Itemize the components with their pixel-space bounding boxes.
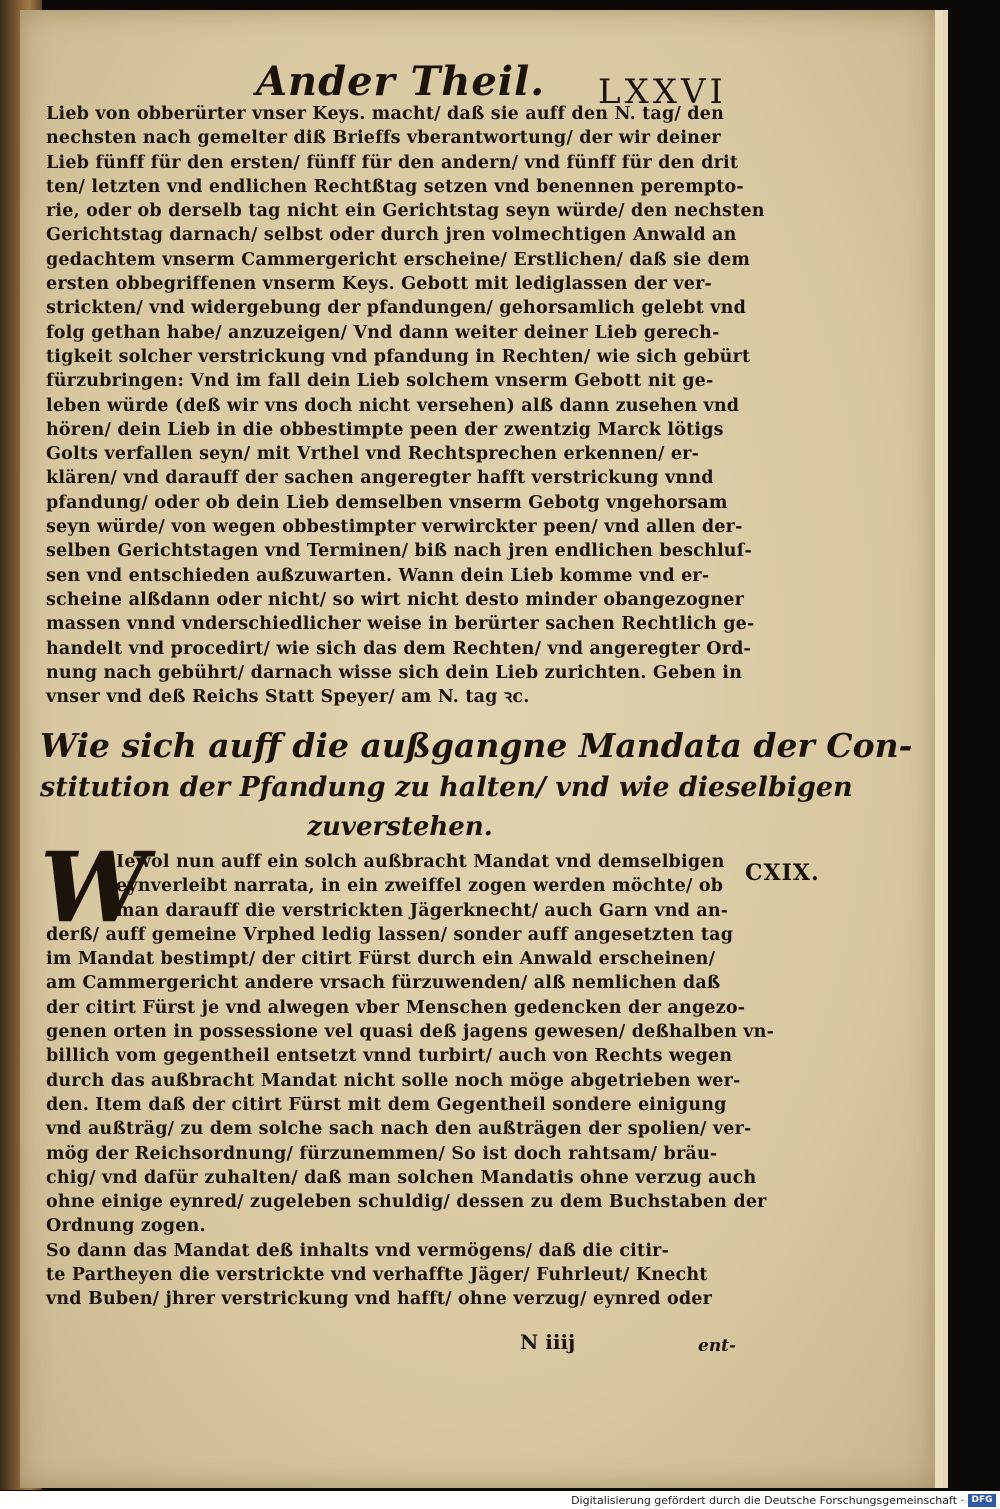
text-line: mög der Reichsordnung/ fürzunemmen/ So ist doch rahtsam/ bräu- [46,1143,718,1164]
catchword: ent- [698,1336,737,1356]
signature-mark: N iiij [520,1330,576,1354]
text-line: nung nach gebührt/ darnach wisse sich dein Lieb zurichten. Geben in [46,662,743,683]
text-line: ohne einige eynred/ zugeleben schuldig/ dessen zu dem Buchstaben der [46,1192,767,1213]
page-edge [943,10,948,1488]
text-line: pfandung/ oder ob dein Lieb demselben vnserm Gebotg vngehorsam [46,492,728,513]
text-line: vnser vnd deß Reichs Statt Speyer/ am N. tag ꝛc. [46,687,530,708]
text-line: man darauff die verstrickten Jägerknecht/ auch Garn vnd an- [116,900,729,921]
text-line: te Partheyen die verstrickte vnd verhaffte Jäger/ Fuhrleut/ Knecht [46,1265,708,1286]
text-line: nechsten nach gemelter diß Brieffs vberantwortung/ der wir deiner [46,128,721,149]
text-line: rie, oder ob derselb tag nicht ein Gerichtstag seyn würde/ den nechsten [46,201,765,222]
text-block-2 [46,850,775,1312]
text-line: handelt vnd procedirt/ wie sich das dem Rechten/ vnd angeregter Ord- [46,638,752,659]
page-edge [935,10,943,1488]
dfg-logo: DFG [968,1494,996,1507]
text-line: genen orten in possessione vel quasi deß jagens gewesen/ deßhalben vn- [46,1022,775,1043]
text-line: eynverleibt narrata, in ein zweiffel zogen werden möchte/ ob [116,876,724,897]
section-title-line: zuverstehen. [307,812,493,842]
text-line: ersten obbegriffenen vnserm Keys. Gebott mit lediglassen der ver- [46,274,712,295]
text-line: So dann das Mandat deß inhalts vnd vermögens/ daß die citir- [46,1240,670,1261]
text-line: chig/ vnd dafür zuhalten/ daß man solchen Mandatis ohne verzug auch [46,1167,757,1188]
text-line: Gerichtstag darnach/ selbst oder durch jren volmechtigen Anwald an [46,225,737,246]
footer-bar [0,1491,1000,1509]
text-line: scheine alßdann oder nicht/ so wirt nicht desto minder obangezogner [46,589,744,610]
text-line: seyn würde/ von wegen obbestimpter verwirckter peen/ vnd allen der- [46,517,743,538]
text-line: am Cammergericht andere vrsach fürzuwenden/ alß nemlichen daß [46,973,721,994]
text-line: leben würde (deß wir vns doch nicht versehen) alß dann zusehen vnd [46,395,740,416]
text-line: den. Item daß der citirt Fürst mit dem Gegentheil sondere einigung [46,1094,727,1115]
decorative-initial: W [40,831,148,944]
text-line: massen vnnd vnderschiedlicher weise in berürter sachen Rechtlich ge- [46,614,755,635]
text-line: sen vnd entschieden außzuwarten. Wann dein Lieb komme vnd er- [46,565,710,586]
text-line: derß/ auff gemeine Vrphed ledig lassen/ sonder auff angesetzten tag [46,924,734,945]
text-line: der citirt Fürst je vnd alwegen vber Menschen gedencken der angezo- [46,997,746,1018]
footer-credit: Digitalisierung gefördert durch die Deutsche Forschungsgemeinschaft · [571,1494,964,1507]
text-line: im Mandat bestimpt/ der citirt Fürst durch ein Anwald erscheinen/ [46,949,716,970]
margin-note: CXIX. [745,860,820,886]
running-title: Ander Theil. [256,58,546,105]
text-line: klären/ vnd darauff der sachen angeregter hafft verstrickung vnnd [46,468,714,489]
text-line: Lieb fünff für den ersten/ fünff für den andern/ vnd fünff für den drit [46,152,739,173]
text-line: vnd außträg/ zu dem solche sach nach den außträgen der spolien/ ver- [46,1119,752,1140]
text-block-1 [46,102,765,709]
text-line: folg gethan habe/ anzuzeigen/ Vnd dann weiter deiner Lieb gerech- [46,322,720,343]
text-line: Golts verfallen seyn/ mit Vrthel vnd Rechtsprechen erkennen/ er- [46,444,700,465]
text-line: gedachtem vnserm Cammergericht erscheine/ Erstlichen/ daß sie dem [46,249,751,270]
text-line: Lieb von obberürter vnser Keys. macht/ daß sie auff den N. tag/ den [46,104,724,124]
text-line: durch das außbracht Mandat nicht solle noch möge abgetrieben wer- [46,1070,741,1091]
text-line: strickten/ vnd widergebung der pfandungen/ gehorsamlich gelebt vnd [46,298,747,319]
text-line: selben Gerichtstagen vnd Terminen/ biß nach jren endlichen beschluſ- [46,541,752,562]
text-line: hören/ dein Lieb in die obbestimpte peen der zwentzig Marck lötigs [46,419,724,440]
folio-number: LXXVI [598,72,727,112]
text-line: Iewol nun auff ein solch außbracht Mandat vnd demselbigen [116,852,725,872]
text-line: vnd Buben/ jhrer verstrickung vnd hafft/ ohne verzug/ eynred oder [46,1289,713,1310]
text-line: ten/ letzten vnd endlichen Rechtßtag setzen vnd benennen perempto- [46,176,744,197]
text-line: tigkeit solcher verstrickung vnd pfandung in Rechten/ wie sich gebürt [46,346,751,367]
text-line: fürzubringen: Vnd im fall dein Lieb solchem vnserm Gebott nit ge- [46,371,714,392]
text-line: billich vom gegentheil entsetzt vnnd turbirt/ auch von Rechts wegen [46,1046,733,1067]
section-title-line: Wie sich auff die außgangne Mandata der Con- [40,726,913,765]
section-title-line: stitution der Pfandung zu halten/ vnd wie dieselbigen [40,772,853,803]
text-line: Ordnung zogen. [46,1216,206,1237]
